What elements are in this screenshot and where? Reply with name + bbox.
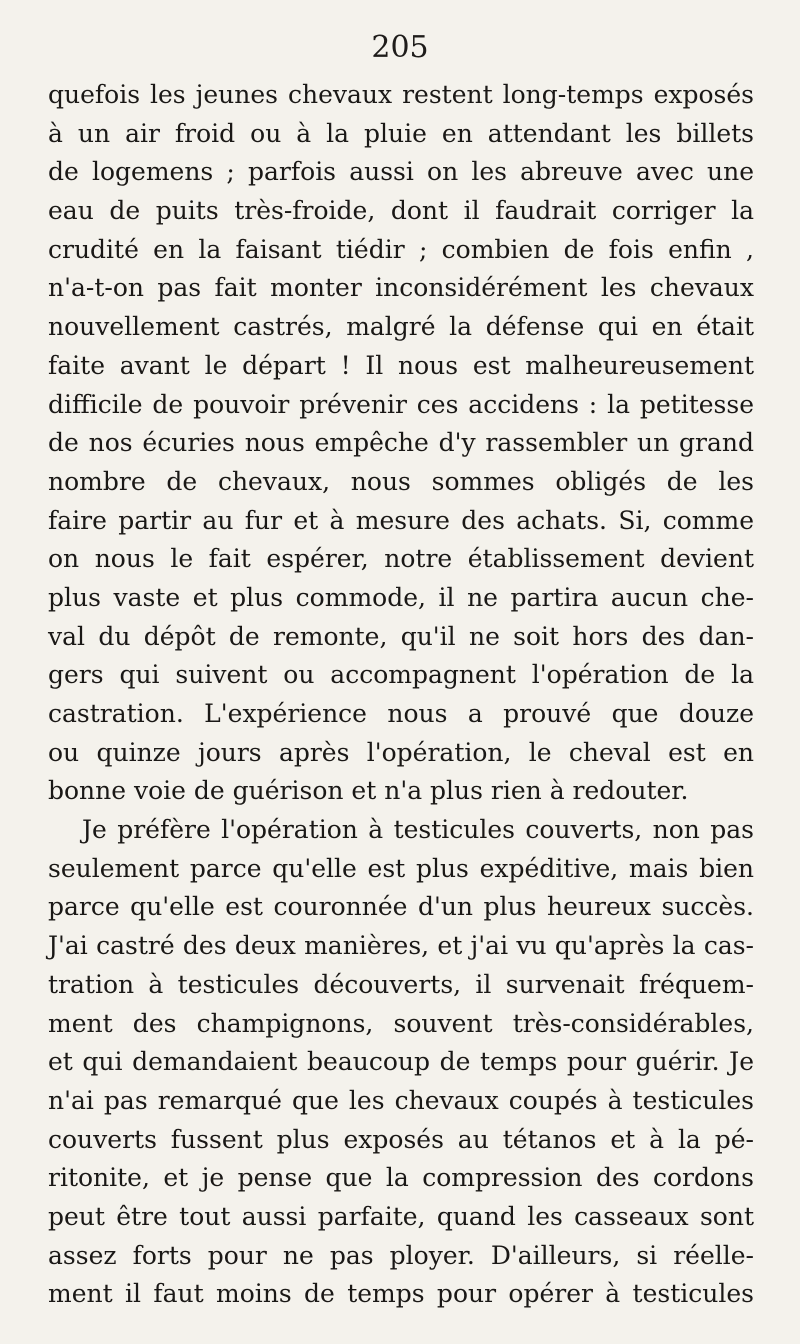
text-line: de logemens ; parfois aussi on les abreuve avec une: [48, 157, 754, 187]
text-line: ritonite, et je pense que la compression des cordons: [48, 1163, 754, 1193]
paragraph-first-line: Je préfère l'opération à testicules couverts, non pas: [82, 815, 754, 845]
text-line: eau de puits très-froide, dont il faudrait corriger la: [48, 196, 754, 226]
text-line: n'a-t-on pas fait monter inconsidérément les chevaux: [48, 273, 754, 303]
text-line: val du dépôt de remonte, qu'il ne soit hors des dan-: [48, 621, 754, 651]
text-line: ment des champignons, souvent très-considérables,: [48, 1008, 754, 1038]
text-line: nombre de chevaux, nous sommes obligés de les: [48, 466, 754, 496]
text-line: de nos écuries nous empêche d'y rassembler un grand: [48, 428, 754, 458]
text-line: n'ai pas remarqué que les chevaux coupés à testicules: [48, 1085, 754, 1115]
page-number: 205: [371, 30, 429, 65]
text-line: couverts fussent plus exposés au tétanos et à la pé-: [48, 1124, 754, 1154]
text-line: seulement parce qu'elle est plus expéditive, mais bien: [48, 853, 754, 883]
text-line: à un air froid ou à la pluie en attendant les billets: [48, 118, 754, 148]
text-line: bonne voie de guérison et n'a plus rien à redouter.: [48, 776, 689, 806]
text-line: quefois les jeunes chevaux restent long-temps exposés: [48, 80, 754, 109]
text-line: ou quinze jours après l'opération, le cheval est en: [48, 737, 754, 767]
text-line: assez forts pour ne pas ployer. D'ailleurs, si réelle-: [48, 1240, 754, 1270]
text-line: difficile de pouvoir prévenir ces accidens : la petitesse: [48, 389, 754, 419]
text-line: gers qui suivent ou accompagnent l'opération de la: [48, 660, 754, 690]
text-line: nouvellement castrés, malgré la défense qui en était: [48, 312, 754, 342]
text-line: castration. L'expérience nous a prouvé que douze: [48, 699, 754, 728]
text-line: ment il faut moins de temps pour opérer à testicules: [48, 1279, 754, 1309]
text-line: plus vaste et plus commode, il ne partira aucun che-: [48, 582, 754, 612]
text-line: peut être tout aussi parfaite, quand les casseaux sont: [48, 1201, 754, 1231]
text-line: faite avant le départ ! Il nous est malheureusement: [48, 350, 754, 380]
text-line: crudité en la faisant tiédir ; combien de fois enfin ,: [48, 234, 754, 264]
text-line: on nous le fait espérer, notre établissement devient: [48, 544, 754, 574]
text-line: faire partir au fur et à mesure des achats. Si, comme: [48, 505, 754, 535]
body-text: [48, 76, 754, 1314]
text-line: J'ai castré des deux manières, et j'ai vu qu'après la cas-: [48, 931, 754, 961]
text-line: et qui demandaient beaucoup de temps pour guérir. Je: [48, 1047, 754, 1077]
text-line: tration à testicules découverts, il survenait fréquem-: [48, 969, 754, 999]
text-line: parce qu'elle est couronnée d'un plus heureux succès.: [48, 892, 754, 922]
